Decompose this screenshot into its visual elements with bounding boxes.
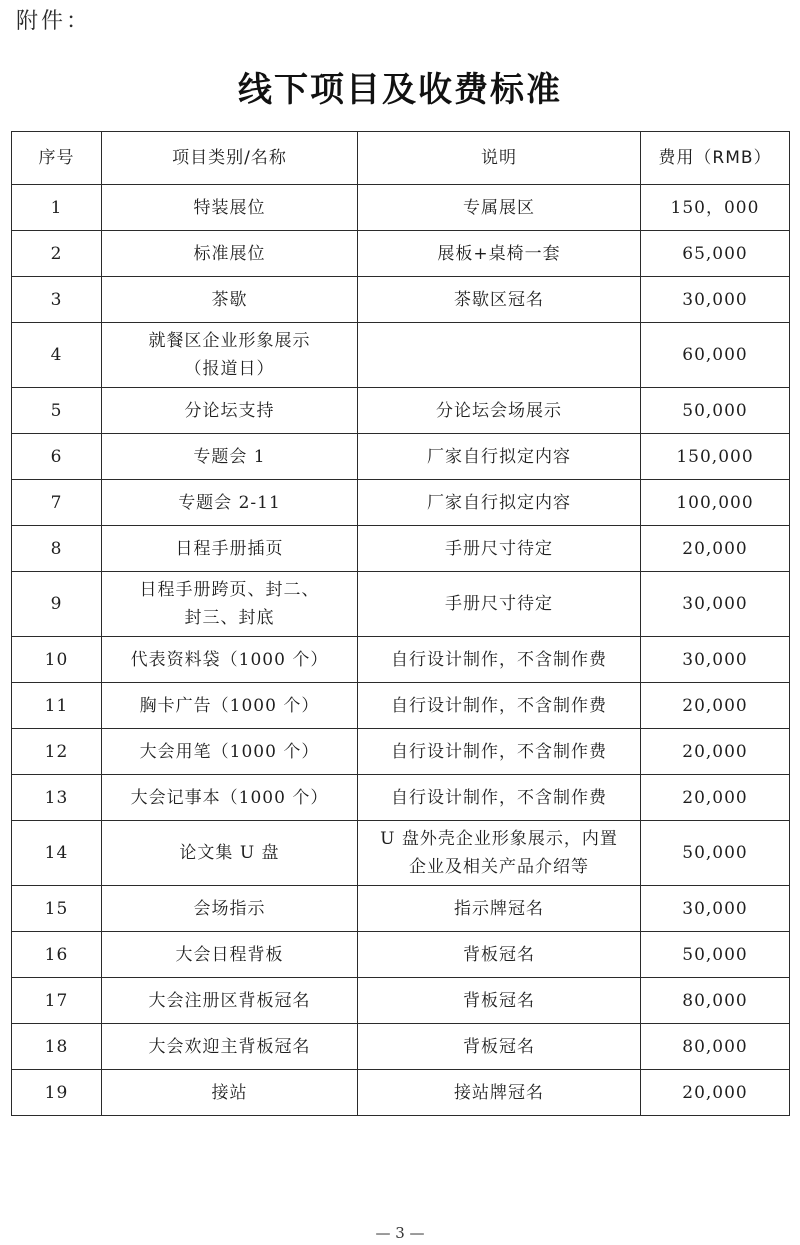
row-index-cell: 18 (12, 1024, 102, 1070)
row-index-cell: 2 (12, 231, 102, 277)
fee-table-body (12, 185, 790, 1116)
row-name-cell: 大会欢迎主背板冠名 (102, 1024, 358, 1070)
row-fee-cell: 20,000 (641, 683, 790, 729)
table-row (12, 323, 790, 388)
row-description-cell: 自行设计制作，不含制作费 (358, 683, 641, 729)
row-fee-cell: 80,000 (641, 1024, 790, 1070)
row-description-cell: 专属展区 (358, 185, 641, 231)
row-name-cell: 特装展位 (102, 185, 358, 231)
row-name-cell: 日程手册跨页、封二、 封三、封底 (102, 572, 358, 637)
row-description-cell: 手册尺寸待定 (358, 572, 641, 637)
row-index-cell: 6 (12, 434, 102, 480)
row-name-cell: 会场指示 (102, 886, 358, 932)
row-name-cell: 大会日程背板 (102, 932, 358, 978)
row-description-cell: 背板冠名 (358, 1024, 641, 1070)
table-row (12, 526, 790, 572)
table-row (12, 277, 790, 323)
row-description-cell: 分论坛会场展示 (358, 388, 641, 434)
row-description-cell: 茶歇区冠名 (358, 277, 641, 323)
row-description-cell: 背板冠名 (358, 978, 641, 1024)
column-header-name: 项目类别/名称 (102, 132, 358, 185)
row-fee-cell: 20,000 (641, 526, 790, 572)
row-name-cell: 茶歇 (102, 277, 358, 323)
row-fee-cell: 150，000 (641, 185, 790, 231)
row-fee-cell: 30,000 (641, 637, 790, 683)
row-description-cell: 自行设计制作，不含制作费 (358, 637, 641, 683)
row-name-cell: 接站 (102, 1070, 358, 1116)
row-index-cell: 19 (12, 1070, 102, 1116)
row-description-cell: 厂家自行拟定内容 (358, 480, 641, 526)
row-description-cell: 展板+桌椅一套 (358, 231, 641, 277)
row-fee-cell: 100,000 (641, 480, 790, 526)
row-index-cell: 7 (12, 480, 102, 526)
row-index-cell: 10 (12, 637, 102, 683)
table-row (12, 978, 790, 1024)
fee-table (11, 131, 790, 1116)
table-row (12, 932, 790, 978)
row-index-cell: 14 (12, 821, 102, 886)
row-fee-cell: 60,000 (641, 323, 790, 388)
row-name-cell: 专题会 2-11 (102, 480, 358, 526)
row-index-cell: 12 (12, 729, 102, 775)
row-fee-cell: 20,000 (641, 729, 790, 775)
table-row (12, 1024, 790, 1070)
row-fee-cell: 20,000 (641, 775, 790, 821)
row-index-cell: 8 (12, 526, 102, 572)
table-row (12, 637, 790, 683)
row-description-cell (358, 323, 641, 388)
row-description-cell: 指示牌冠名 (358, 886, 641, 932)
row-name-cell: 标准展位 (102, 231, 358, 277)
row-description-cell: 手册尺寸待定 (358, 526, 641, 572)
row-fee-cell: 30,000 (641, 277, 790, 323)
table-row (12, 1070, 790, 1116)
row-index-cell: 4 (12, 323, 102, 388)
row-fee-cell: 50,000 (641, 388, 790, 434)
table-row (12, 388, 790, 434)
row-fee-cell: 50,000 (641, 932, 790, 978)
row-fee-cell: 65,000 (641, 231, 790, 277)
attachment-label: 附件： (16, 9, 92, 34)
table-row (12, 775, 790, 821)
row-fee-cell: 20,000 (641, 1070, 790, 1116)
table-row (12, 821, 790, 886)
table-header-row (12, 132, 790, 185)
row-name-cell: 论文集 U 盘 (102, 821, 358, 886)
row-fee-cell: 50,000 (641, 821, 790, 886)
row-description-cell: 背板冠名 (358, 932, 641, 978)
page-number: — 3 — (375, 1224, 425, 1242)
row-index-cell: 16 (12, 932, 102, 978)
row-name-cell: 专题会 1 (102, 434, 358, 480)
table-row (12, 729, 790, 775)
column-header-description: 说明 (358, 132, 641, 185)
table-row (12, 185, 790, 231)
row-name-cell: 胸卡广告（1000 个） (102, 683, 358, 729)
row-name-cell: 大会注册区背板冠名 (102, 978, 358, 1024)
table-row (12, 480, 790, 526)
row-name-cell: 日程手册插页 (102, 526, 358, 572)
row-description-cell: 厂家自行拟定内容 (358, 434, 641, 480)
table-row (12, 886, 790, 932)
row-index-cell: 13 (12, 775, 102, 821)
row-name-cell: 分论坛支持 (102, 388, 358, 434)
row-index-cell: 11 (12, 683, 102, 729)
row-name-cell: 就餐区企业形象展示 （报道日） (102, 323, 358, 388)
row-description-cell: 自行设计制作，不含制作费 (358, 729, 641, 775)
row-index-cell: 1 (12, 185, 102, 231)
column-header-fee: 费用（RMB） (641, 132, 790, 185)
row-index-cell: 15 (12, 886, 102, 932)
table-row (12, 434, 790, 480)
row-fee-cell: 150,000 (641, 434, 790, 480)
row-description-cell: 接站牌冠名 (358, 1070, 641, 1116)
row-fee-cell: 30,000 (641, 886, 790, 932)
row-name-cell: 大会记事本（1000 个） (102, 775, 358, 821)
row-name-cell: 大会用笔（1000 个） (102, 729, 358, 775)
table-row (12, 683, 790, 729)
page-title: 线下项目及收费标准 (238, 70, 562, 110)
row-description-cell: 自行设计制作，不含制作费 (358, 775, 641, 821)
column-header-index: 序号 (12, 132, 102, 185)
row-index-cell: 17 (12, 978, 102, 1024)
row-index-cell: 9 (12, 572, 102, 637)
table-row (12, 572, 790, 637)
row-fee-cell: 80,000 (641, 978, 790, 1024)
row-description-cell: U 盘外壳企业形象展示，内置 企业及相关产品介绍等 (358, 821, 641, 886)
table-row (12, 231, 790, 277)
row-index-cell: 5 (12, 388, 102, 434)
row-name-cell: 代表资料袋（1000 个） (102, 637, 358, 683)
row-fee-cell: 30,000 (641, 572, 790, 637)
row-index-cell: 3 (12, 277, 102, 323)
